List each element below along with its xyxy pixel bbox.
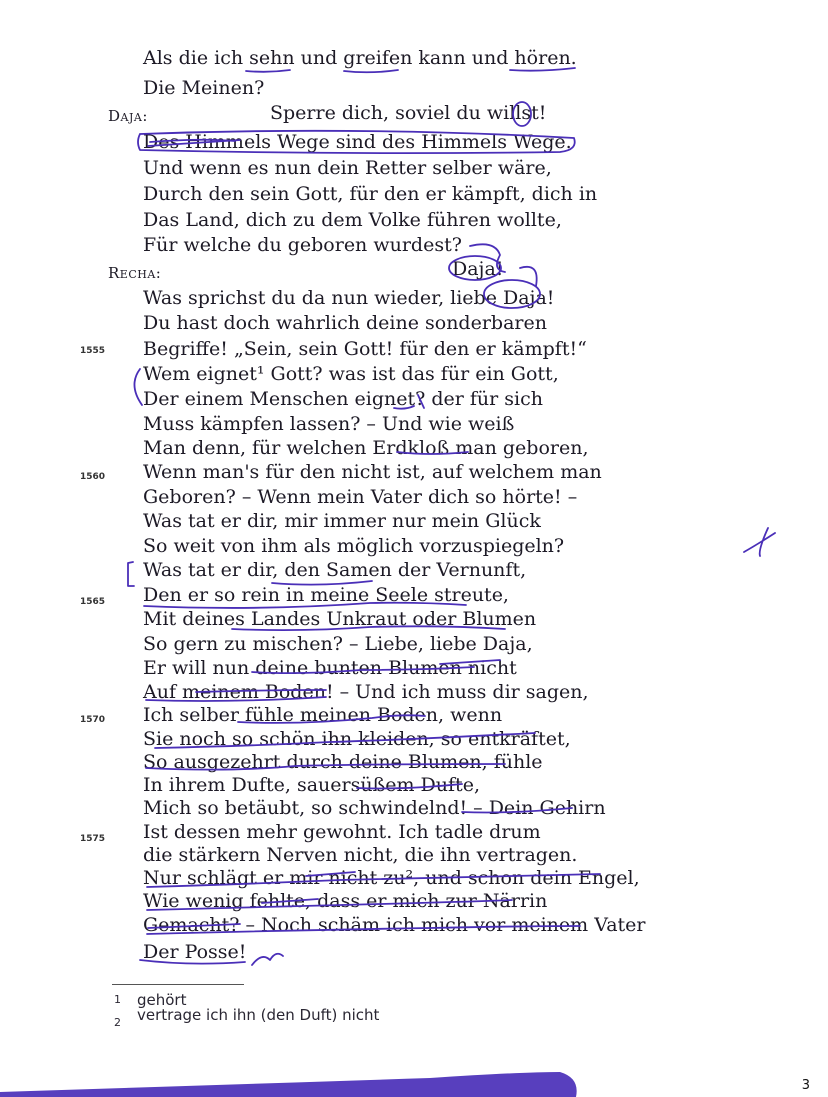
speech-daja: Sperre dich, soviel du willst!: [270, 102, 547, 124]
verse-line: Muss kämpfen lassen? – Und wie weiß: [143, 413, 515, 435]
verse-line: Mit deines Landes Unkraut oder Blumen: [143, 608, 537, 630]
verse-line: Ist dessen mehr gewohnt. Ich tadle drum: [143, 821, 541, 843]
verse-line: Wie wenig fehlte, dass er mich zur Närrin: [143, 890, 548, 912]
verse-line: die stärkern Nerven nicht, die ihn vertragen.: [143, 844, 578, 866]
verse-line: Was tat er dir, den Samen der Vernunft,: [143, 559, 527, 581]
page-number: 3: [801, 1078, 810, 1093]
footnote-number: 2: [114, 1016, 121, 1029]
verse-line: Sie noch so schön ihn kleiden, so entkräftet,: [143, 728, 571, 750]
verse-line: Du hast doch wahrlich deine sonderbaren: [143, 312, 547, 334]
line-number: 1575: [80, 834, 106, 844]
verse-line: Auf meinem Boden! – Und ich muss dir sagen,: [143, 681, 589, 703]
verse-line: Ich selber fühle meinen Boden, wenn: [143, 704, 503, 726]
footnote-text: gehört: [137, 991, 187, 1009]
verse-line: Für welche du geboren wurdest?: [143, 234, 462, 256]
verse-line: So gern zu mischen? – Liebe, liebe Daja,: [143, 633, 533, 655]
verse-line: So ausgezehrt durch deine Blumen, fühle: [143, 751, 543, 773]
verse-line: Was tat er dir, mir immer nur mein Glück: [143, 510, 541, 532]
verse-line: Begriffe! „Sein, sein Gott! für den er kämpft!“: [143, 338, 587, 360]
verse-line: Er will nun deine bunten Blumen nicht: [143, 657, 517, 679]
footnote-separator: [112, 984, 244, 985]
verse-line: Wenn man's für den nicht ist, auf welchem man: [143, 461, 602, 483]
verse-line: Gemacht? – Noch schäm ich mich vor meinem Vater: [143, 914, 646, 936]
verse-line: Und wenn es nun dein Retter selber wäre,: [143, 157, 552, 179]
speaker-recha: Recha:: [108, 264, 162, 282]
speech-recha: Daja!: [452, 258, 504, 280]
verse-line: Nur schlägt er mir nicht zu², und schon dein Engel,: [143, 867, 640, 889]
footnote-text: vertrage ich ihn (den Duft) nicht: [137, 1006, 380, 1024]
line-number: 1570: [80, 715, 106, 725]
verse-line: Als die ich sehn und greifen kann und hören.: [143, 47, 577, 69]
verse-line: Des Himmels Wege sind des Himmels Wege.: [143, 131, 572, 153]
verse-line: In ihrem Dufte, sauersüßem Dufte,: [143, 774, 480, 796]
verse-line: Der Posse!: [143, 941, 247, 963]
verse-line: Geboren? – Wenn mein Vater dich so hörte! –: [143, 486, 578, 508]
verse-line: Das Land, dich zu dem Volke führen wollte,: [143, 209, 562, 231]
speaker-daja: Daja:: [108, 107, 148, 125]
verse-line: Den er so rein in meine Seele streute,: [143, 584, 509, 606]
verse-line: Die Meinen?: [143, 77, 265, 99]
verse-line: Wem eignet¹ Gott? was ist das für ein Gott,: [143, 363, 559, 385]
line-number: 1565: [80, 597, 106, 607]
footnote-number: 1: [114, 993, 121, 1006]
verse-line: Mich so betäubt, so schwindelnd! – Dein Gehirn: [143, 797, 606, 819]
verse-line: Der einem Menschen eignet? der für sich: [143, 388, 543, 410]
verse-line: So weit von ihm als möglich vorzuspiegeln?: [143, 535, 565, 557]
verse-line: Was sprichst du da nun wieder, liebe Daja!: [143, 287, 555, 309]
verse-line: Durch den sein Gott, für den er kämpft, dich in: [143, 183, 598, 205]
line-number: 1560: [80, 472, 106, 482]
verse-line: Man denn, für welchen Erdkloß man geboren,: [143, 437, 589, 459]
line-number: 1555: [80, 346, 106, 356]
